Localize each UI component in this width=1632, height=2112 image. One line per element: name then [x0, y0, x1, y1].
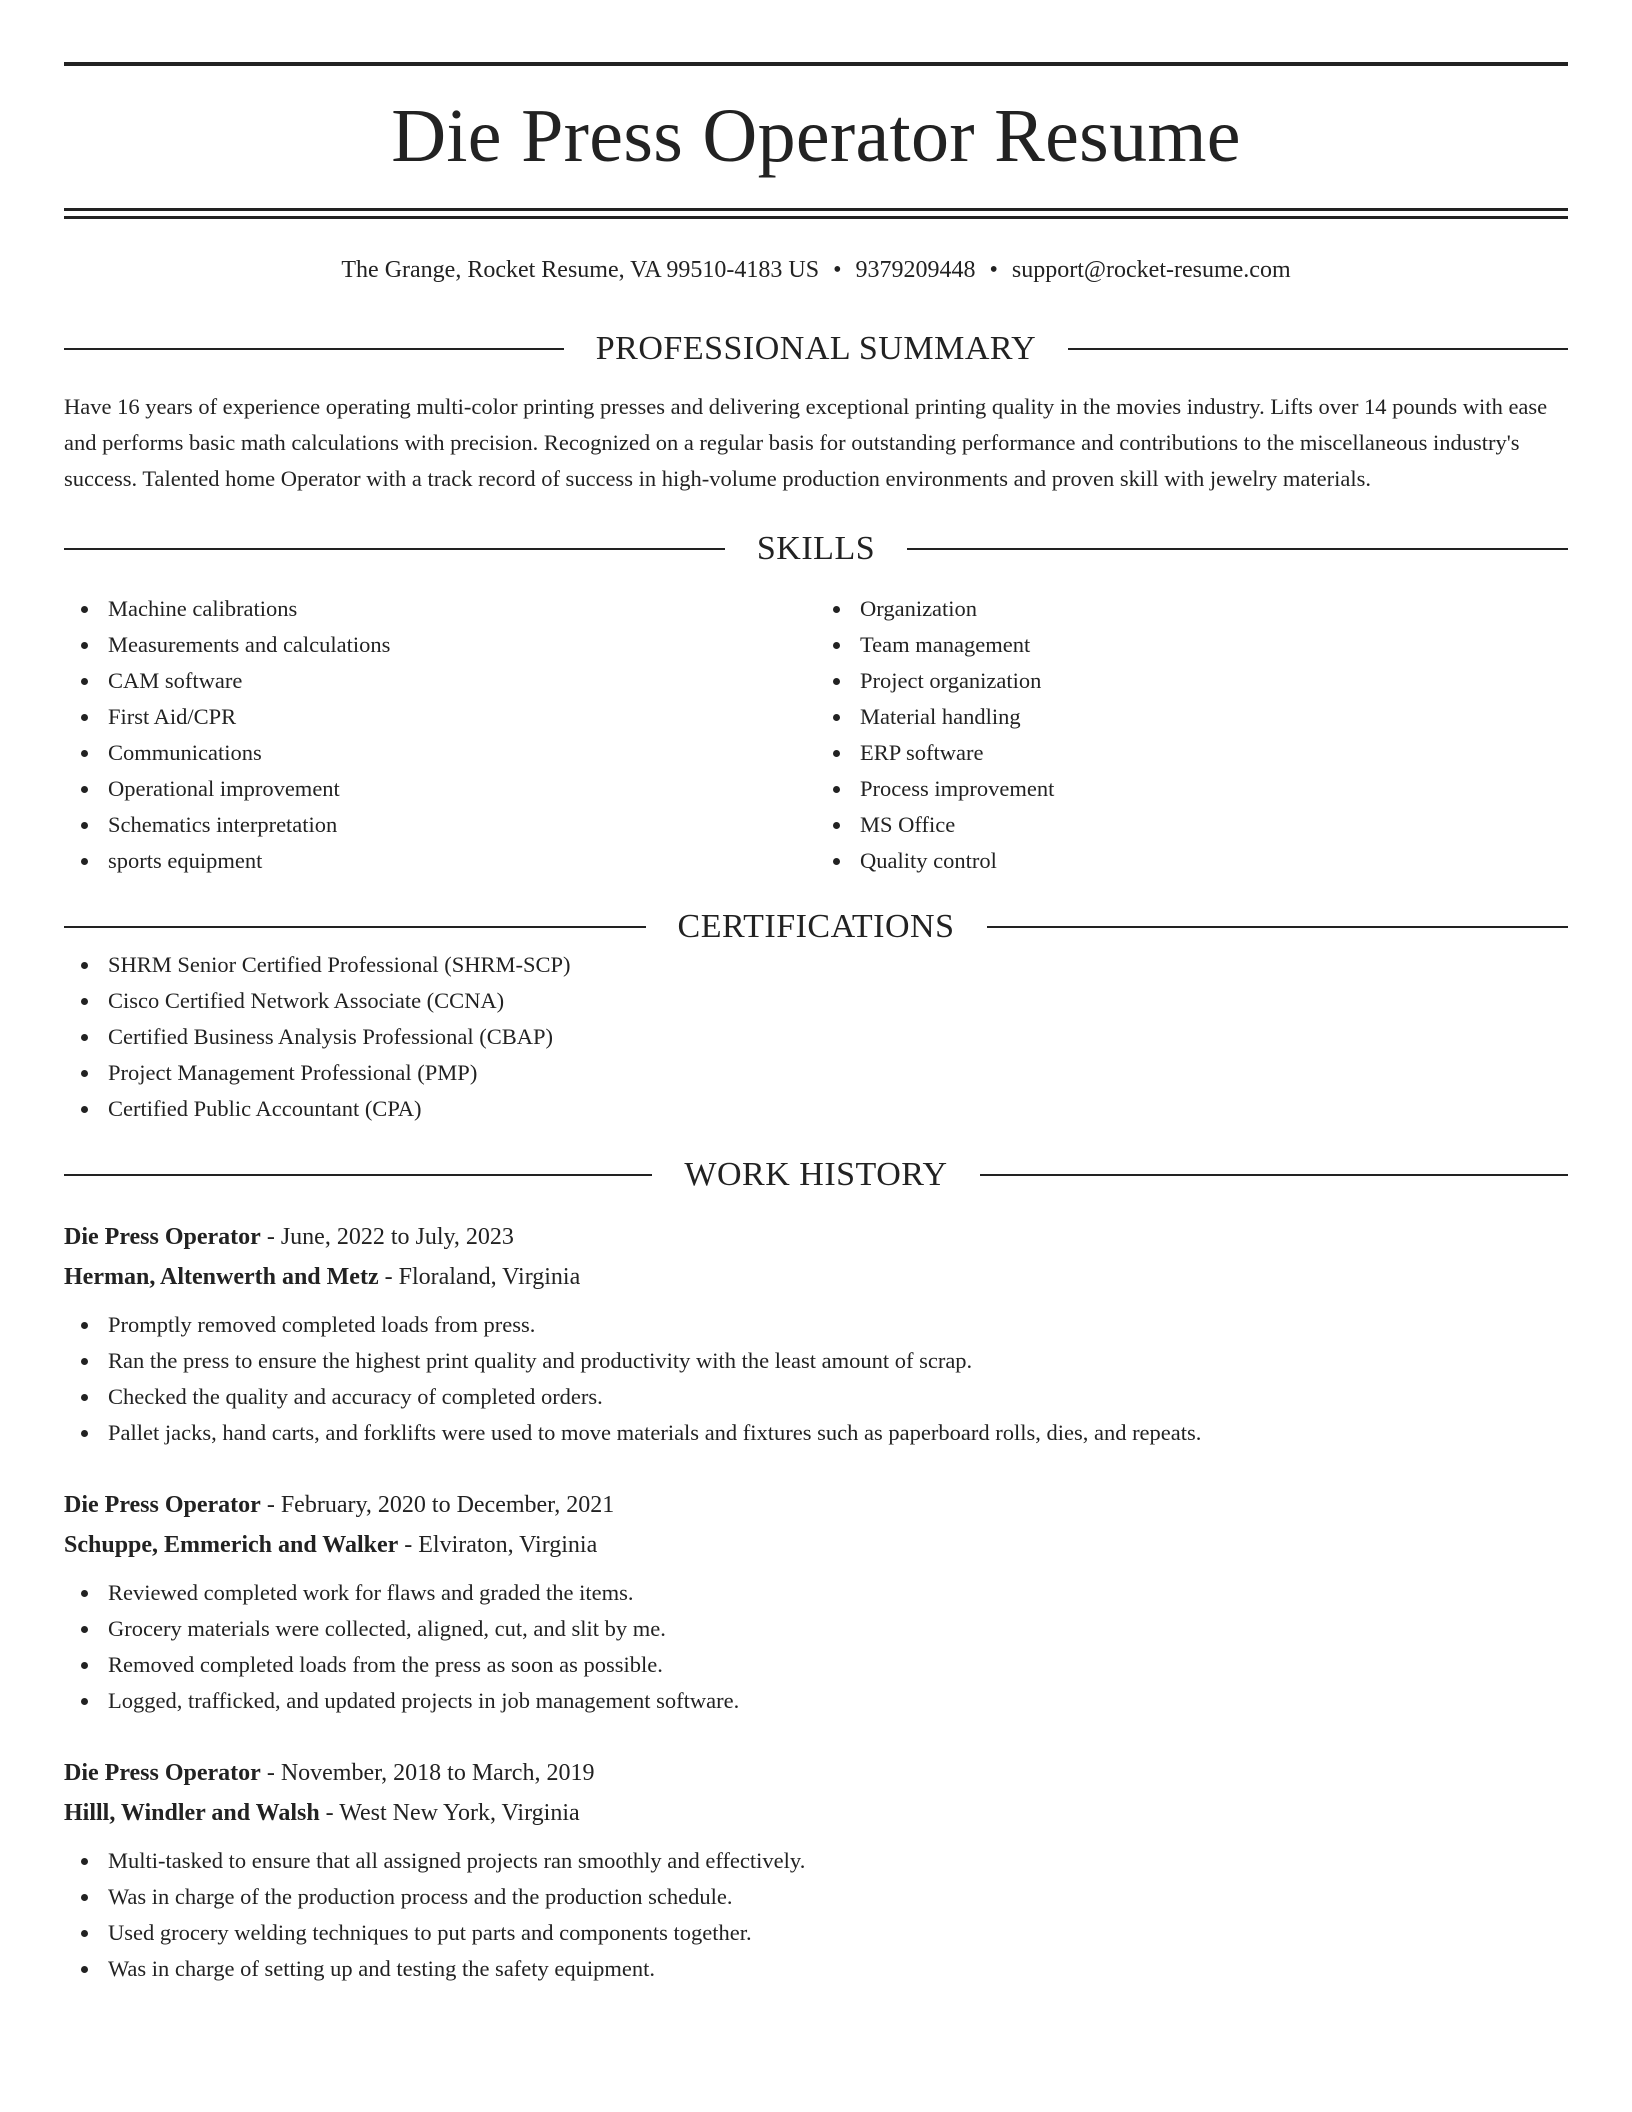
job-title: Die Press Operator [64, 1492, 261, 1518]
job-duties [64, 1843, 1568, 1987]
heading-rule [907, 548, 1568, 550]
job-company: Hilll, Windler and Walsh [64, 1800, 320, 1826]
section-title: WORK HISTORY [684, 1156, 948, 1193]
job-entry [64, 1753, 1568, 1987]
certification-item: Certified Public Accountant (CPA) [64, 1091, 1568, 1127]
contact-email[interactable]: support@rocket-resume.com [1011, 257, 1291, 283]
contact-line [64, 255, 1568, 285]
skill-item: First Aid/CPR [64, 699, 816, 735]
resume-page [64, 62, 1568, 1987]
section-title: PROFESSIONAL SUMMARY [595, 330, 1037, 367]
job-entry [64, 1217, 1568, 1451]
job-duty-item: Pallet jacks, hand carts, and forklifts were used to move materials and fixtures such as paperboard rolls, dies, and repeats. [64, 1415, 1568, 1451]
resume-title: Die Press Operator Resume [391, 94, 1241, 178]
heading-rule [1068, 348, 1568, 350]
job-location: - West New York, Virginia [319, 1800, 580, 1826]
skills-column-left [64, 591, 816, 879]
skill-item: Communications [64, 735, 816, 771]
job-duty-item: Used grocery welding techniques to put parts and components together. [64, 1915, 1568, 1951]
section-title: SKILLS [756, 530, 876, 567]
job-dates: - November, 2018 to March, 2019 [260, 1760, 595, 1786]
certifications-list [64, 947, 1568, 1127]
contact-address: The Grange, Rocket Resume, VA 99510-4183 US [341, 257, 820, 283]
skill-item: Schematics interpretation [64, 807, 816, 843]
skill-item: CAM software [64, 663, 816, 699]
heading-rule [64, 926, 646, 928]
heading-rule [64, 1174, 652, 1176]
job-duty-item: Multi-tasked to ensure that all assigned projects ran smoothly and effectively. [64, 1843, 1568, 1879]
heading-rule [987, 926, 1569, 928]
skill-item: ERP software [816, 735, 1568, 771]
job-company: Herman, Altenwerth and Metz [64, 1264, 379, 1290]
skill-item: Organization [816, 591, 1568, 627]
certification-item: Certified Business Analysis Professional (CBAP) [64, 1019, 1568, 1055]
skill-item: Process improvement [816, 771, 1568, 807]
job-entry [64, 1485, 1568, 1719]
certification-item: Project Management Professional (PMP) [64, 1055, 1568, 1091]
job-duty-item: Grocery materials were collected, aligned, cut, and slit by me. [64, 1611, 1568, 1647]
heading-rule [64, 348, 564, 350]
job-dates: - February, 2020 to December, 2021 [260, 1492, 615, 1518]
job-company: Schuppe, Emmerich and Walker [64, 1532, 399, 1558]
heading-rule [64, 548, 725, 550]
job-location: - Elviraton, Virginia [398, 1532, 598, 1558]
job-duty-item: Logged, trafficked, and updated projects in job management software. [64, 1683, 1568, 1719]
job-duty-item: Was in charge of the production process and the production schedule. [64, 1879, 1568, 1915]
job-title-line [64, 1217, 1568, 1257]
job-location: - Floraland, Virginia [378, 1264, 581, 1290]
job-duty-item: Promptly removed completed loads from press. [64, 1307, 1568, 1343]
heading-rule [980, 1174, 1568, 1176]
skill-item: Operational improvement [64, 771, 816, 807]
job-title-line [64, 1485, 1568, 1525]
certifications-section-heading [64, 907, 1568, 947]
skills-list [64, 591, 1568, 879]
top-rule [64, 62, 1568, 66]
skill-item: Project organization [816, 663, 1568, 699]
skill-item: Material handling [816, 699, 1568, 735]
skill-item: Team management [816, 627, 1568, 663]
skill-item: Quality control [816, 843, 1568, 879]
contact-separator: • [989, 257, 998, 283]
skills-column-right [816, 591, 1568, 879]
title-double-rule [64, 208, 1568, 219]
certification-item: SHRM Senior Certified Professional (SHRM-SCP) [64, 947, 1568, 983]
job-duty-item: Ran the press to ensure the highest print quality and productivity with the least amount of scrap. [64, 1343, 1568, 1379]
certification-item: Cisco Certified Network Associate (CCNA) [64, 983, 1568, 1019]
job-title: Die Press Operator [64, 1224, 261, 1250]
job-duty-item: Was in charge of setting up and testing the safety equipment. [64, 1951, 1568, 1987]
job-title-line [64, 1753, 1568, 1793]
skill-item: sports equipment [64, 843, 816, 879]
job-duties [64, 1307, 1568, 1451]
job-duty-item: Checked the quality and accuracy of completed orders. [64, 1379, 1568, 1415]
job-dates: - June, 2022 to July, 2023 [260, 1224, 514, 1250]
work-history-section-heading [64, 1155, 1568, 1195]
job-duties [64, 1575, 1568, 1719]
job-company-line [64, 1257, 1568, 1297]
summary-text: Have 16 years of experience operating multi-color printing presses and delivering exceptional printing quality in the movies industry. Lifts over 14 pounds with ease and performs basic math calculations with precision. Recognized on a regular basis for outstanding performance and contributions to the miscellaneous industry's success. Talented home Operator with a track record of success in high-volume production environments and proven skill with jewelry materials. [64, 394, 1548, 491]
skill-item: MS Office [816, 807, 1568, 843]
job-duty-item: Removed completed loads from the press as soon as possible. [64, 1647, 1568, 1683]
section-title: CERTIFICATIONS [677, 908, 955, 945]
job-company-line [64, 1525, 1568, 1565]
contact-phone: 9379209448 [855, 257, 976, 283]
job-title: Die Press Operator [64, 1760, 261, 1786]
skill-item: Measurements and calculations [64, 627, 816, 663]
summary-section-heading [64, 329, 1568, 369]
skills-section-heading [64, 529, 1568, 569]
skill-item: Machine calibrations [64, 591, 816, 627]
job-company-line [64, 1793, 1568, 1833]
contact-separator: • [833, 257, 842, 283]
job-duty-item: Reviewed completed work for flaws and graded the items. [64, 1575, 1568, 1611]
